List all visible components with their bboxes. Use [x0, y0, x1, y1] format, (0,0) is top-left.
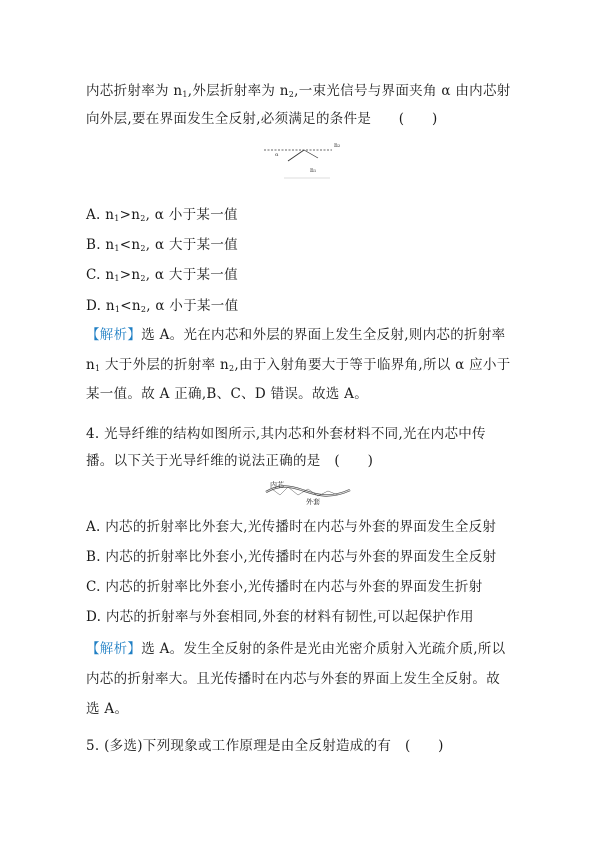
q3-option-a: A. $n_1>n_2$, α 小于某一值 — [86, 207, 238, 223]
q3-stem-line1: 内芯折射率为 $n_1$,外层折射率为 $n_2$,一束光信号与界面夹角 α 由内芯射 — [86, 83, 511, 99]
reflected-ray — [304, 150, 318, 158]
n2-label: n₂ — [334, 142, 341, 149]
q4-stem-line2: 播。以下关于光导纤维的说法正确的是 ( ) — [86, 453, 374, 469]
outer-cladding-label: 外套 — [306, 498, 320, 506]
light-ray — [288, 150, 304, 161]
q5-stem: 5. (多选)下列现象或工作原理是由全反射造成的有 ( ) — [86, 738, 444, 754]
q4-analysis-line3: 选 A。 — [86, 701, 129, 717]
q3-analysis-line3: 某一值。故 A 正确,B、C、D 错误。故选 A。 — [86, 386, 369, 402]
q3-option-b: B. $n_1<n_2$, α 大于某一值 — [86, 237, 238, 253]
q4-analysis-line2: 内芯的折射率大。且光传播时在内芯与外套的界面上发生全反射。故 — [86, 671, 500, 687]
q3-option-d: D. $n_1<n_2$, α 小于某一值 — [86, 298, 239, 314]
q4-option-b: B. 内芯的折射率比外套小,光传播时在内芯与外套的界面发生全反射 — [86, 549, 497, 565]
q3-analysis-line2: $n_1$ 大于外层的折射率 $n_2$,由于入射角要大于等于临界角,所以 α 应小于 — [86, 357, 511, 373]
q3-option-c: C. $n_1>n_2$, α 大于某一值 — [86, 267, 238, 283]
q3-interface-figure — [258, 140, 350, 180]
q4-stem-line1: 4. 光导纤维的结构如图所示,其内芯和外套材料不同,光在内芯中传 — [86, 426, 486, 442]
inner-core-label: 内芯 — [270, 481, 284, 489]
q4-option-c: C. 内芯的折射率比外套小,光传播时在内芯与外套的界面发生折射 — [86, 579, 483, 595]
n1-label: n₁ — [310, 167, 317, 174]
q3-analysis-line1: 【解析】选 A。光在内芯和外层的界面上发生全反射,则内芯的折射率 — [86, 327, 506, 343]
q4-option-d: D. 内芯的折射率与外套相同,外套的材料有韧性,可以起保护作用 — [86, 609, 474, 625]
q3-stem-line2: 向外层,要在界面发生全反射,必须满足的条件是 ( ) — [86, 111, 438, 127]
analysis-tag: 【解析】 — [86, 641, 142, 657]
q4-option-a: A. 内芯的折射率比外套大,光传播时在内芯与外套的界面发生全反射 — [86, 519, 497, 535]
alpha-label: α — [275, 152, 279, 158]
q4-fiber-figure — [262, 478, 354, 506]
q4-analysis-line1: 【解析】选 A。发生全反射的条件是光由光密介质射入光疏介质,所以 — [86, 641, 506, 657]
analysis-tag: 【解析】 — [86, 327, 142, 343]
